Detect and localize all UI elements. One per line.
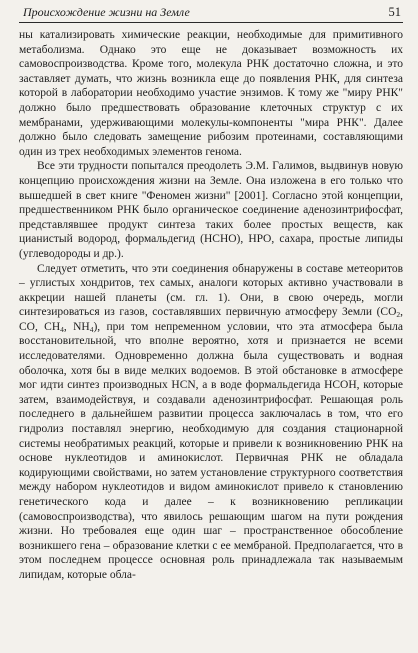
- subscript-nh4: 4: [89, 324, 94, 334]
- text-body: [19, 28, 403, 583]
- paragraph-1: ны катализировать химические реакции, необходимые для примитивного метаболизма. Однако это еще не доказывает возможность их самовоспроизводства. Кроме того, молекула РНК достаточно сложна, и это заставляет думать, что жизнь возникла еще до появления РНК, для синтеза которой в лаборатории необходимо участие энзимов. К тому же "миру РНК" должно было предшествовать образование клеточных структур с их мембранами, удерживающими молекулы-компоненты "мира РНК". Далее должно было следовать замещение рибозим протеинами, составляющими один из трех необходимых элементов генома.: [19, 29, 403, 158]
- paragraph-2: Все эти трудности попытался преодолеть Э.М. Галимов, выдвинув новую концепцию происхождения жизни на Земле. Она изложена в его только что вышедшей в свет книге "Феномен жизни" [2001]. Согласно этой концепции, предшественником РНК было органическое соединение аденозинтрифосфат, представлявшее продукт синтеза таких более простых веществ, как цианистый водород, формальдегид (HCHO), HPO, сахара, простые липиды (углеводороды и др.).: [19, 160, 403, 260]
- paragraph-3-part-a: Следует отметить, что эти соединения обнаружены в составе метеоритов – углистых хондритов, тех самых, аналоги которых активно участвовали в аккреции нашей планеты (см. гл. 1). Они, в свою очередь, могли синтезироваться из газов, составлявших первичную атмосферу Земли (CO: [19, 262, 403, 319]
- paragraph-3-part-c: , NH: [63, 320, 90, 333]
- running-header: [19, 6, 403, 23]
- paragraph-3: [19, 262, 403, 583]
- paragraph-3-part-d: ), при том непременном условии, что эта атмосфера была восстановительной, что вполне вероятно, хотя и признается не всеми исследователями. Одновременно должна была существовать и водная оболочка, хотя бы в виде мелких водоемов. В этой обстановке в атмосфере мог идти синтез производных HCN, а в воде формальдегида HCOH, которые затем, взаимодействуя, и создавали аденозинтрифосфат. Решающая роль последнего в дальнейшем развитии процесса заключалась в том, что его гидролиз поставлял энергию, необходимую для создания стационарной системы необратимых реакций, которые и привели к возникновению РНК на основе нуклеотидов и аминокислот. Первичная РНК не обладала кодирующими свойствами, но затем установление структурного соответствия между набором нуклеотидов и видом аминокислот привело к становлению генетического кода и далее – к возникновению репликации (самовоспроизводства), что явилось решающим шагом на пути рождения жизни. Но требовалея еще один шаг – пространственное обособление возникшего гена – образование клетки с ее мембраной. Предполагается, что в этом последнем процессе основная роль принадлежала так называемым липидам, которые обла-: [19, 320, 403, 581]
- running-title: Происхождение жизни на Земле: [23, 5, 190, 19]
- paragraph-3-part-b: , CO, CH: [19, 306, 403, 333]
- page-number: 51: [388, 5, 401, 19]
- subscript-co2: 2: [396, 310, 401, 320]
- subscript-ch4: 4: [60, 324, 64, 334]
